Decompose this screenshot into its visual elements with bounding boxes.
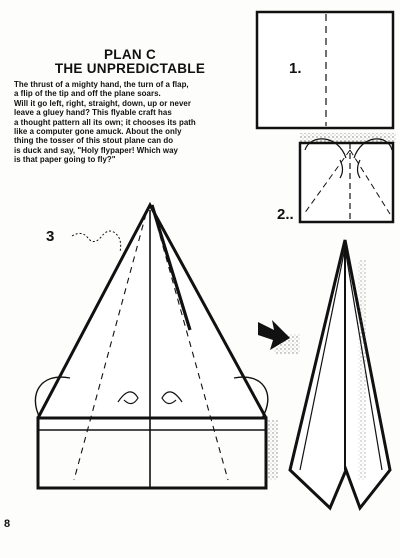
description-line: Will it go left, right, straight, down, up or never: [14, 98, 191, 108]
arrow-right-icon: [258, 320, 300, 354]
description-line: is that paper going to fly?": [14, 155, 116, 165]
step3-label: 3: [46, 228, 55, 245]
description-line: like a computer gone amuck. About the only: [14, 127, 182, 137]
description-line: is duck and say, "Holy flypaper! Which way: [14, 145, 178, 155]
finished-plane-diagram: [290, 240, 390, 508]
description-line: thing the tosser of this stout plane can do: [14, 136, 174, 146]
page-number: 8: [4, 518, 11, 530]
step2-diagram: [300, 133, 396, 222]
step3-diagram: [30, 205, 278, 488]
description-line: a thought pattern all its own; it chooses its path: [14, 117, 196, 127]
step1-diagram: [257, 12, 393, 128]
shadow-edge: [268, 420, 278, 480]
description-line: leave a gluey hand? This flyable craft has: [14, 108, 172, 118]
step2-label: 2..: [277, 206, 294, 223]
paper-sheet: [257, 12, 393, 128]
plan-subtitle: THE UNPREDICTABLE: [54, 61, 206, 76]
description-line: The thrust of a mighty hand, the turn of a flap,: [14, 80, 189, 89]
plan-name: PLAN C: [103, 47, 157, 62]
fold-shadow: [300, 133, 396, 143]
description-line: a flip of the tip and off the plane soars.: [14, 89, 161, 99]
dotted-leader: [72, 231, 121, 252]
plane-outline: [290, 240, 390, 508]
step1-label: 1.: [289, 60, 302, 77]
plane-shadow: [358, 260, 366, 480]
